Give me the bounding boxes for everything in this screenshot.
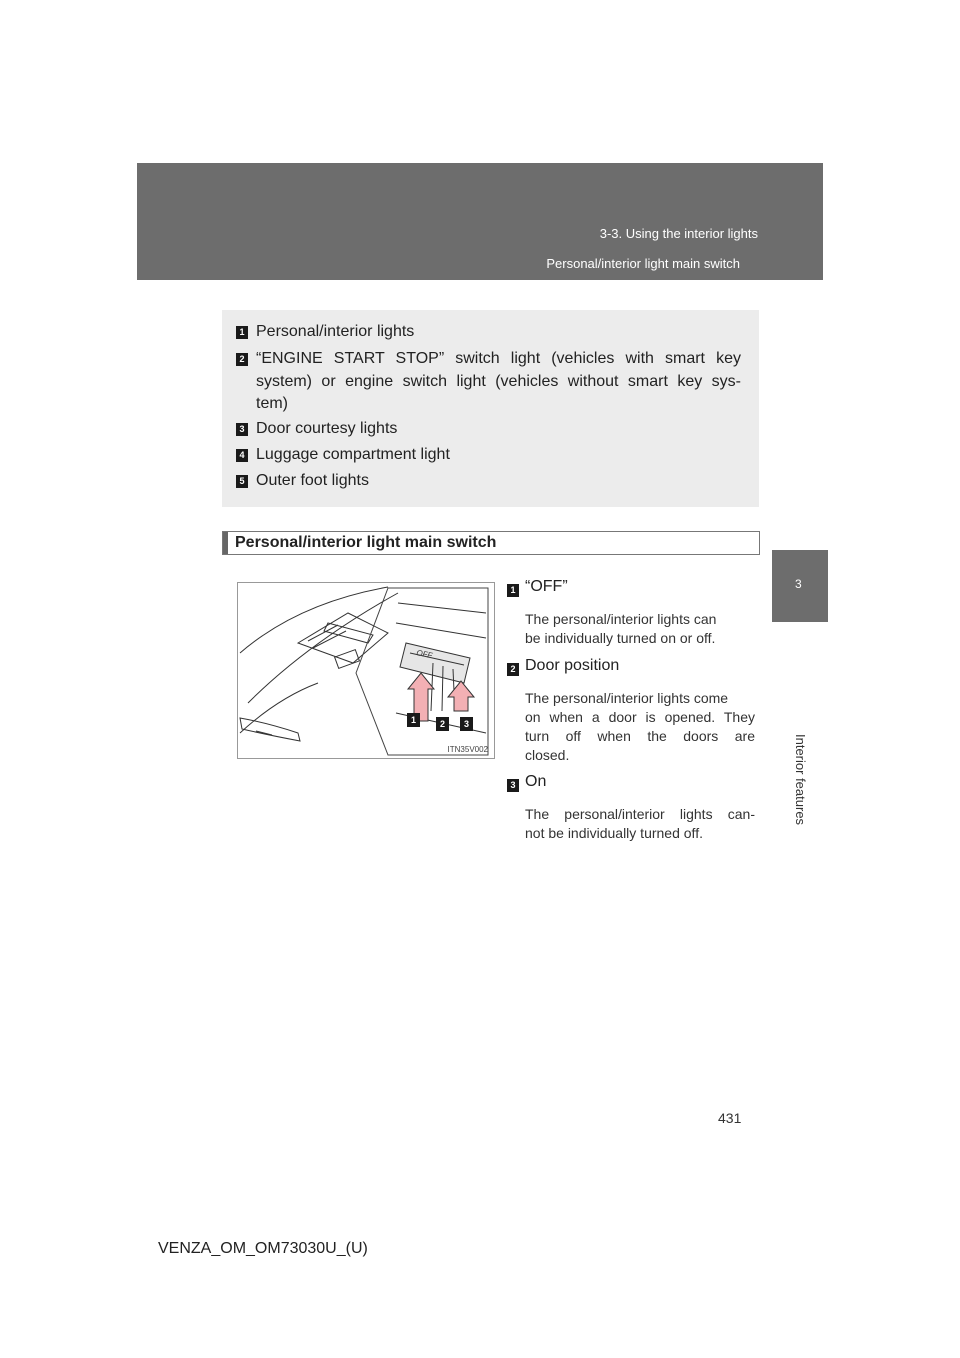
legend-item-5: Outer foot lights [256, 472, 369, 489]
switch-illustration [237, 582, 495, 759]
legend-item-2-line-1: “ENGINE START STOP” switch light (vehicles with smart key [256, 350, 741, 367]
callout-3-icon: 3 [460, 717, 473, 731]
legend-item-2-line-2: system) or engine switch light (vehicles without smart key sys- [256, 373, 741, 390]
item-2-title: Door position [525, 657, 620, 674]
item-3-title: On [525, 773, 547, 790]
page-number: 431 [718, 1110, 742, 1126]
legend-item-2-line-3: tem) [256, 395, 288, 412]
item-2-desc-line-4: closed. [525, 747, 570, 763]
item-3-desc-line-2: not be individually turned off. [525, 825, 703, 841]
header-section-title: 3-3. Using the interior lights [599, 226, 758, 241]
badge-3-icon: 3 [236, 423, 248, 436]
item-2-desc-line-2: on when a door is opened. They [525, 709, 755, 725]
item-1-badge-icon: 1 [507, 584, 519, 597]
switch-off-label: OFF [415, 648, 434, 661]
item-1-title: “OFF” [525, 578, 568, 595]
item-1-desc-line-2: be individually turned on or off. [525, 630, 716, 646]
legend-item-1: Personal/interior lights [256, 323, 415, 340]
badge-1-icon: 1 [236, 326, 248, 339]
header-subsection-title: Personal/interior light main switch [546, 256, 740, 271]
section-title: Personal/interior light main switch [235, 534, 497, 551]
legend-item-3: Door courtesy lights [256, 420, 398, 437]
overhead-console-drawing [238, 583, 494, 758]
chapter-number: 3 [795, 577, 802, 591]
badge-2-icon: 2 [236, 353, 248, 366]
item-1-desc-line-1: The personal/interior lights can [525, 611, 717, 627]
item-3-badge-icon: 3 [507, 779, 519, 792]
chapter-label: Interior features [793, 734, 808, 826]
item-2-desc-line-3: turn off when the doors are [525, 728, 755, 744]
badge-5-icon: 5 [236, 475, 248, 488]
item-2-desc-line-1: The personal/interior lights come [525, 690, 729, 706]
item-3-desc-line-1: The personal/interior lights can- [525, 806, 755, 822]
badge-4-icon: 4 [236, 449, 248, 462]
legend-item-4: Luggage compartment light [256, 446, 450, 463]
section-bar-accent [223, 532, 228, 554]
figure-code: ITN35V002 [447, 745, 488, 754]
legend-box [222, 310, 759, 507]
arrow-up-icon-2 [448, 681, 474, 711]
item-2-badge-icon: 2 [507, 663, 519, 676]
callout-2-icon: 2 [436, 717, 449, 731]
document-code: VENZA_OM_OM73030U_(U) [158, 1240, 368, 1257]
callout-1-icon: 1 [407, 713, 420, 727]
section-title-bar [222, 531, 760, 555]
